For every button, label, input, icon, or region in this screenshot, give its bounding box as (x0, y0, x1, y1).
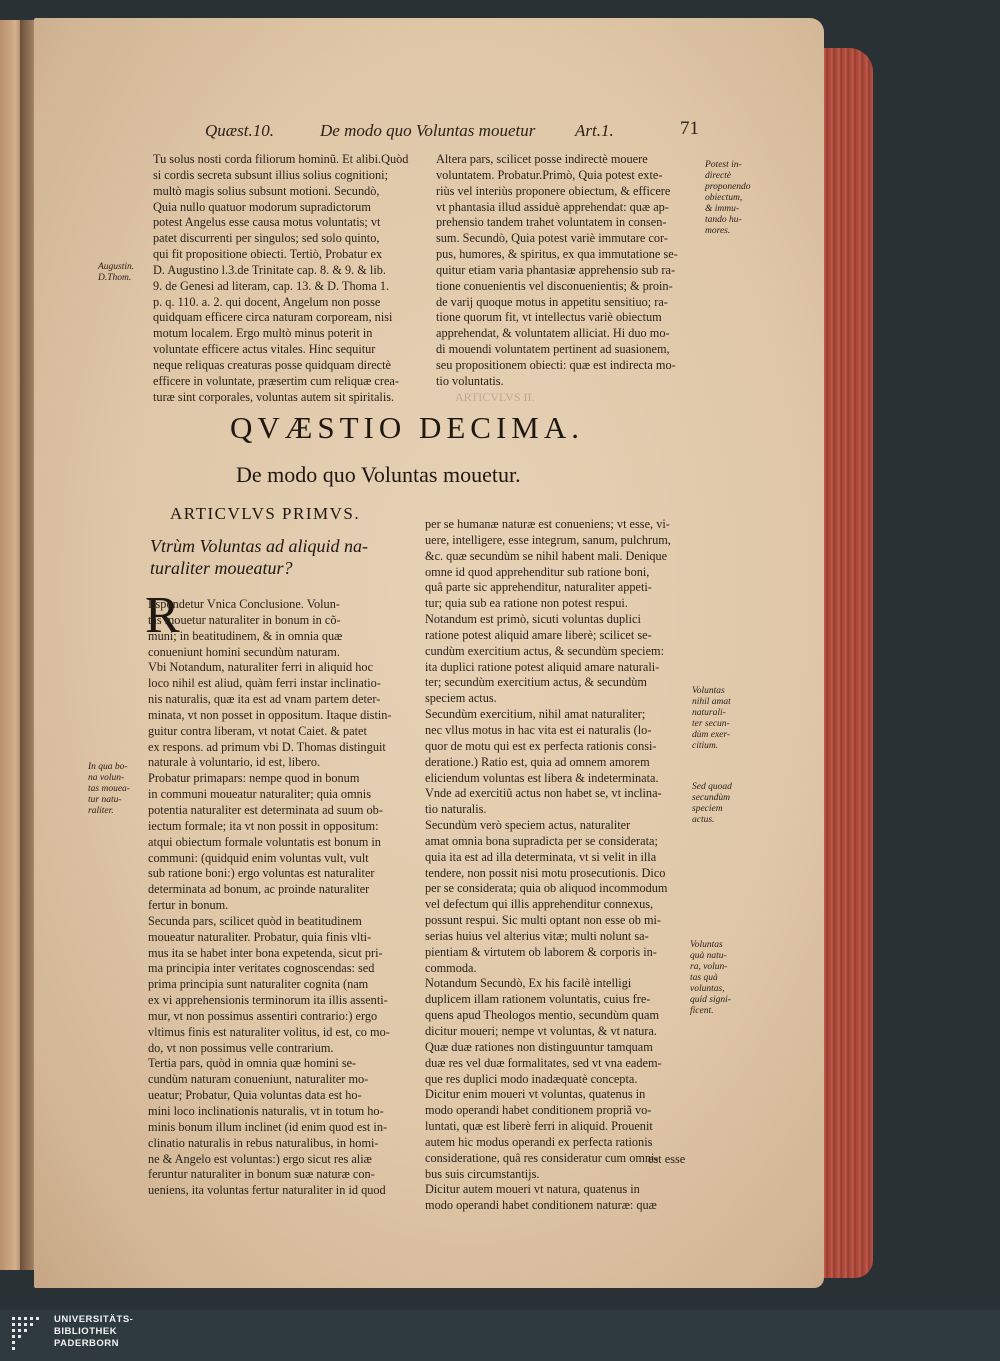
text-line: fertur in bonum. (148, 898, 229, 913)
margin-note-line: Augustin. (98, 262, 135, 272)
text-line: modo operandi habet conditionem propriã vo- (425, 1103, 652, 1118)
text-line: speciem actus. (425, 691, 497, 706)
text-line: quâ parte sic apprehenditur, naturaliter appeti- (425, 580, 652, 595)
text-line: ter; secundùm exercitium actus, & secundùm (425, 675, 647, 690)
text-line: neque reliquas creaturas posse quidquam directè (153, 357, 391, 372)
text-line: patet discurrenti per singulos; sed solo quinto, (153, 231, 380, 246)
text-line: duæ res vel duæ formalitates, sed vt vna eadem- (425, 1055, 662, 1070)
articulus-heading: ARTICVLVS PRIMVS. (170, 504, 361, 523)
margin-note-line: tas mouea- (88, 784, 130, 794)
margin-note-line: & immu- (705, 204, 740, 214)
catchword: est esse (648, 1152, 686, 1166)
text-line: mus ita se habet inter bona expetenda, sicut pri- (148, 945, 383, 960)
text-line: ex vi apprehensionis terminorum ita illis assenti- (148, 993, 388, 1008)
quaestio-subtitle: De modo quo Voluntas mouetur. (236, 462, 521, 487)
text-line: deratione.) Ratio est, quia ad omnem amorem (425, 754, 650, 769)
margin-note-line: tur natu- (88, 795, 122, 805)
margin-note-line: ter secun- (692, 719, 730, 729)
text-line: Probatur primapars: nempe quod in bonum (148, 771, 360, 786)
margin-note-line: quà natu- (690, 951, 727, 961)
text-line: omne id quod apprehenditur sub ratione boni, (425, 564, 650, 579)
main-left-column (148, 597, 416, 1199)
text-line: autem hic modus operandi ex perfecta rationis (425, 1134, 653, 1149)
text-line: Altera pars, scilicet posse indirectè mouere (436, 152, 648, 166)
text-line: Secunda pars, scilicet quòd in beatitudinem (148, 913, 362, 928)
text-line: amat omnia bona supradicta per se considerata; (425, 833, 658, 848)
margin-note-line: naturali- (692, 708, 726, 718)
margin-note-line: tando hu- (705, 215, 742, 225)
text-line: do, vt non possimus velle contrarium. (148, 1040, 334, 1055)
text-line: ita duplici ratione potest aliquid amare naturali- (425, 659, 660, 674)
text-line: prima principia sunt naturaliter cognita (nam (148, 977, 369, 992)
margin-note-line: proponendo (705, 182, 751, 192)
text-line: duplicem illam rationem voluntatis, cuius fre- (425, 992, 651, 1007)
text-line: ratione potest aliquid amare liberè; scilicet se- (425, 627, 652, 642)
text-line: p. q. 110. a. 2. qui docent, Angelum non posse (153, 294, 381, 309)
text-line: Tertia pars, quòd in omnia quæ homini se- (148, 1056, 357, 1071)
text-line: quitur etiam varia phantasiæ apprehensio sub ra- (436, 262, 676, 277)
text-line: Vnde ad exercitiũ actus non habet se, vt inclina- (425, 786, 662, 801)
margin-note-line: citium. (692, 741, 719, 751)
text-line: dicitur moueri; nempe vt voluntas, & vt natura. (425, 1024, 657, 1038)
text-line: cundùm naturam conueniunt, naturaliter mo- (148, 1072, 369, 1087)
library-logo-text (54, 1314, 133, 1350)
text-line: in communi moueatur naturaliter; quia omnis (148, 787, 372, 802)
text-line: tas mouetur naturaliter in bonum in cõ- (148, 612, 341, 627)
drop-cap: R (145, 587, 180, 644)
margin-note-line: ficent. (690, 1006, 714, 1016)
text-line: ueatur; Probatur, Quia voluntas data est ho- (148, 1088, 362, 1103)
margin-note-line: In qua bo- (88, 762, 128, 772)
text-line: Notandum Secundò, Ex his facilè intelligi (425, 976, 632, 991)
text-line: seu propositionem obiecti: quæ est indirecta mo- (436, 357, 676, 372)
text-line: potest Angelus esse causa motus voluntatis; vt (153, 215, 381, 230)
margin-note-line: quid signi- (690, 995, 731, 1005)
text-line: conueniunt homini secundùm naturam. (148, 644, 340, 659)
text-line: commoda. (425, 960, 477, 975)
text-line: Quæ duæ rationes non distinguuntur tamquam (425, 1039, 653, 1054)
text-line: tione quorum fit, vt intellectus variè obiectum (436, 310, 662, 325)
text-line: vltimus finis est naturaliter volitus, id est, co mo- (148, 1024, 390, 1039)
text-line: eliciendum voluntas est libera & indeterminata. (425, 770, 659, 785)
text-line: per se considerata; quia ob aliquod incommodum (425, 881, 668, 896)
margin-note-line: Voluntas (692, 686, 725, 696)
text-line: nis naturalis, quæ ita est ad vnam partem deter- (148, 692, 381, 707)
text-line: di mouendi voluntatem pertinent ad suasionem, (436, 342, 670, 357)
text-line: tione conuenientis vel disconuenientis; & proin- (436, 278, 673, 293)
text-line: ne & Angelo est voluntas:) ergo sicut res aliæ (148, 1151, 372, 1166)
library-logo-icon (10, 1313, 50, 1357)
quaestio-title: QVÆSTIO DECIMA. (230, 410, 584, 445)
text-line: turæ sint corporales, voluntas autem sit spiritalis. (153, 389, 395, 404)
text-line: vel defectum qui illis apprehenditur connexus, (425, 897, 654, 912)
text-line: voluntatem. Probatur.Primò, Quia potest exte- (436, 167, 663, 182)
bleed-through-text: ARTICVLVS II. (455, 390, 535, 404)
text-line: tendere, non possit nisi motu prosecutionis. Dico (425, 865, 666, 880)
page-number: 71 (680, 118, 699, 139)
top-right-column (436, 152, 704, 390)
margin-note-line: Potest in- (705, 160, 742, 170)
text-line: nec vllus motus in hac vita est ei naturalis (lo- (425, 722, 652, 737)
text-line: moueatur naturaliter. Probatur, quia finis vlti- (148, 929, 372, 944)
text-line: feruntur naturaliter in bonum suæ naturæ con- (148, 1167, 375, 1182)
text-line: loco nihil est aliud, quàm ferri instar inclinatio- (148, 676, 381, 691)
text-line: atqui obiectum formale voluntatis est bonum in (148, 834, 381, 849)
text-line: mur, vt non possimus assentiri contrario:) ergo (148, 1008, 378, 1023)
text-line: iectum formale; ita vt non possit in oppositum: (148, 818, 379, 833)
main-right-column (425, 517, 690, 1214)
text-line: Secundùm exercitium, nihil amat naturaliter; (425, 707, 646, 722)
text-line: quidquam efficere circa naturam corpoream, nisi (153, 310, 393, 325)
text-line: D. Augustino l.3.de Trinitate cap. 8. & 9. & lib. (153, 262, 386, 277)
text-line: prehensio tandem trahet voluntatem in consen- (436, 215, 667, 230)
margin-note-line: nihil amat (692, 697, 731, 707)
running-head-quaestio: Quæst.10. (205, 121, 274, 140)
text-line: apprehendat, & voluntatem alliciat. Hi duo mo- (436, 326, 670, 341)
text-line: modo operandi habet conditionem naturæ: quæ (425, 1198, 657, 1213)
margin-note-line: na volun- (88, 773, 125, 783)
margin-note-line: voluntas, (690, 984, 725, 994)
margin-note-line: speciem (692, 804, 723, 814)
text-line: Secundùm verò speciem actus, naturaliter (425, 818, 631, 833)
text-line: Notandum est primò, sicuti voluntas duplici (425, 612, 641, 627)
margin-note-line: mores. (705, 226, 731, 236)
text-line: qui fit propositione obiecti. Tertiò, Probatur ex (153, 247, 383, 262)
text-line: clinatio naturalis in rebus naturalibus, in homi- (148, 1135, 379, 1150)
margin-note-line: raliter. (88, 806, 114, 816)
text-line: communi: (quidquid enim voluntas vult, vult (148, 850, 369, 865)
margin-note-augustin (98, 262, 158, 284)
text-line: Dicitur autem moueri vt natura, quatenus in (425, 1182, 640, 1197)
text-line: potentia naturaliter est determinata ad suum ob- (148, 802, 383, 817)
text-line: mini loco inclinationis naturalis, vt in totum ho- (148, 1104, 384, 1118)
text-line: serias huius vel alterius vitæ; multi nolunt sa- (425, 928, 649, 943)
margin-note-line: Voluntas (690, 940, 723, 950)
text-line: ma principia inter veritates cognoscendas: sed (148, 961, 375, 976)
text-line: tur; quia sub ea ratione non potest respui. (425, 596, 628, 611)
text-line: quor de motu qui est ex perfecta rationis consi- (425, 738, 657, 753)
text-line: Vbi Notandum, naturaliter ferri in aliquid hoc (148, 660, 374, 675)
text-line: guitur contra liberam, vt notat Caiet. & patet (148, 723, 367, 738)
margin-note-line: actus. (692, 815, 715, 825)
text-line: voluntate efficere actus vitales. Hinc sequitur (153, 342, 376, 357)
text-line: determinata ad bonum, ac proinde naturaliter (148, 882, 370, 897)
text-line: multò magis solius subsunt motioni. Secundò, (153, 183, 380, 198)
text-line: riùs vel interiùs proponere obiectum, & efficere (436, 183, 671, 198)
text-line: efficere in voluntate, præsertim cum reliquæ crea- (153, 373, 399, 388)
text-line: consideratione, quâ res consideratur cum omni- (425, 1150, 659, 1165)
margin-note-line: tas quà (690, 973, 718, 983)
text-line: vt phantasia illud assiduè apprehendat: quæ ap- (436, 199, 669, 214)
margin-note-line: Sed quoad (692, 782, 732, 792)
running-head-articulus: Art.1. (575, 121, 614, 140)
logo-line-2: BIBLIOTHEK (54, 1326, 118, 1337)
text-line: pus, humores, & spiritus, ex qua immutatione se- (436, 247, 678, 262)
logo-line-1: UNIVERSITÄTS- (54, 1314, 134, 1325)
margin-note-in-qua-bona (88, 762, 148, 817)
margin-note-voluntas-nihil (692, 686, 752, 752)
text-line: tio naturalis. (425, 802, 487, 817)
text-line: ex respons. ad primum vbi D. Thomas distinguit (148, 739, 386, 754)
text-line: si cordis secreta subsunt illius solius cognitioni; (153, 167, 388, 182)
margin-note-line: dùm exer- (692, 730, 731, 740)
text-line: minis bonum illum inclinet (id enim quod est in- (148, 1119, 388, 1134)
text-line: bus suis circumstantijs. (425, 1166, 540, 1181)
text-line: &c. quæ secundùm se nihil habent mali. Denique (425, 548, 668, 563)
top-left-column (153, 152, 428, 406)
margin-note-voluntas-qua (690, 940, 750, 1017)
text-line: luntati, quæ est liberè ferri in aliquid. Prouenit (425, 1119, 653, 1134)
margin-note-line: secundùm (692, 793, 730, 803)
text-line: quens apud Theologos mentio, secundùm quam (425, 1008, 660, 1023)
text-line: ueniens, ita voluntas fertur naturaliter in id quod (148, 1183, 386, 1198)
text-line: Espondetur Vnica Conclusione. Volun- (148, 597, 340, 611)
text-line: possunt respui. Sic multi optant non esse ob mi- (425, 913, 662, 928)
text-line: 9. de Genesi ad literam, cap. 13. & D. Thoma 1. (153, 278, 390, 293)
text-line: sum. Secundò, Quia potest variè immutare cor- (436, 231, 668, 246)
text-line: minata, vt non posset in oppositum. Itaque distin- (148, 707, 392, 722)
text-line: que res duplici modo inadæquatè concepta. (425, 1071, 638, 1086)
margin-note-line: directè (705, 171, 732, 181)
text-line: Quia nullo quatuor modorum supradictorum (153, 199, 371, 214)
text-line: muni; in beatitudinem, & in omnia quæ (148, 628, 343, 643)
margin-note-line: obiectum, (705, 193, 743, 203)
text-line: cundùm exercitium actus, & secundùm speciem: (425, 643, 665, 658)
text-line: sub ratione boni:) ergo voluntas est naturaliter (148, 866, 375, 881)
text-line: de varij quoque motus in appetitu sensitiuo; ra- (436, 294, 668, 309)
text-line: uere, intelligere, esse integrum, sanum, pulchrum, (425, 532, 671, 547)
articulus-question: Vtrùm Voluntas ad aliquid na- turaliter moueatur? (150, 536, 369, 578)
text-line: Tu solus nosti corda filiorum hominũ. Et alibi.Quòd (153, 152, 409, 166)
text-line: per se humanæ naturæ est conueniens; vt esse, vi- (425, 517, 670, 531)
margin-note-line: D.Thom. (98, 273, 132, 283)
running-head-title: De modo quo Voluntas mouetur (320, 121, 536, 140)
margin-note-line: ra, volun- (690, 962, 728, 972)
text-line: pientiam & virtutem ob laborem & corporis in- (425, 944, 657, 959)
text-line: naturale à voluntario, id est, libero. (148, 755, 321, 770)
margin-note-potest-indirecte (705, 160, 765, 237)
text-line: tio voluntatis. (436, 373, 504, 388)
library-footer-bar (0, 1310, 1000, 1361)
logo-line-3: PADERBORN (54, 1338, 120, 1349)
text-line: motum localem. Ergo multò minus poterit in (153, 326, 373, 341)
text-line: quia ita est ad illa determinata, vt si velit in illa (425, 849, 657, 864)
text-line: Dicitur enim moueri vt voluntas, quatenus in (425, 1087, 646, 1102)
margin-note-sed-quoad (692, 782, 752, 826)
